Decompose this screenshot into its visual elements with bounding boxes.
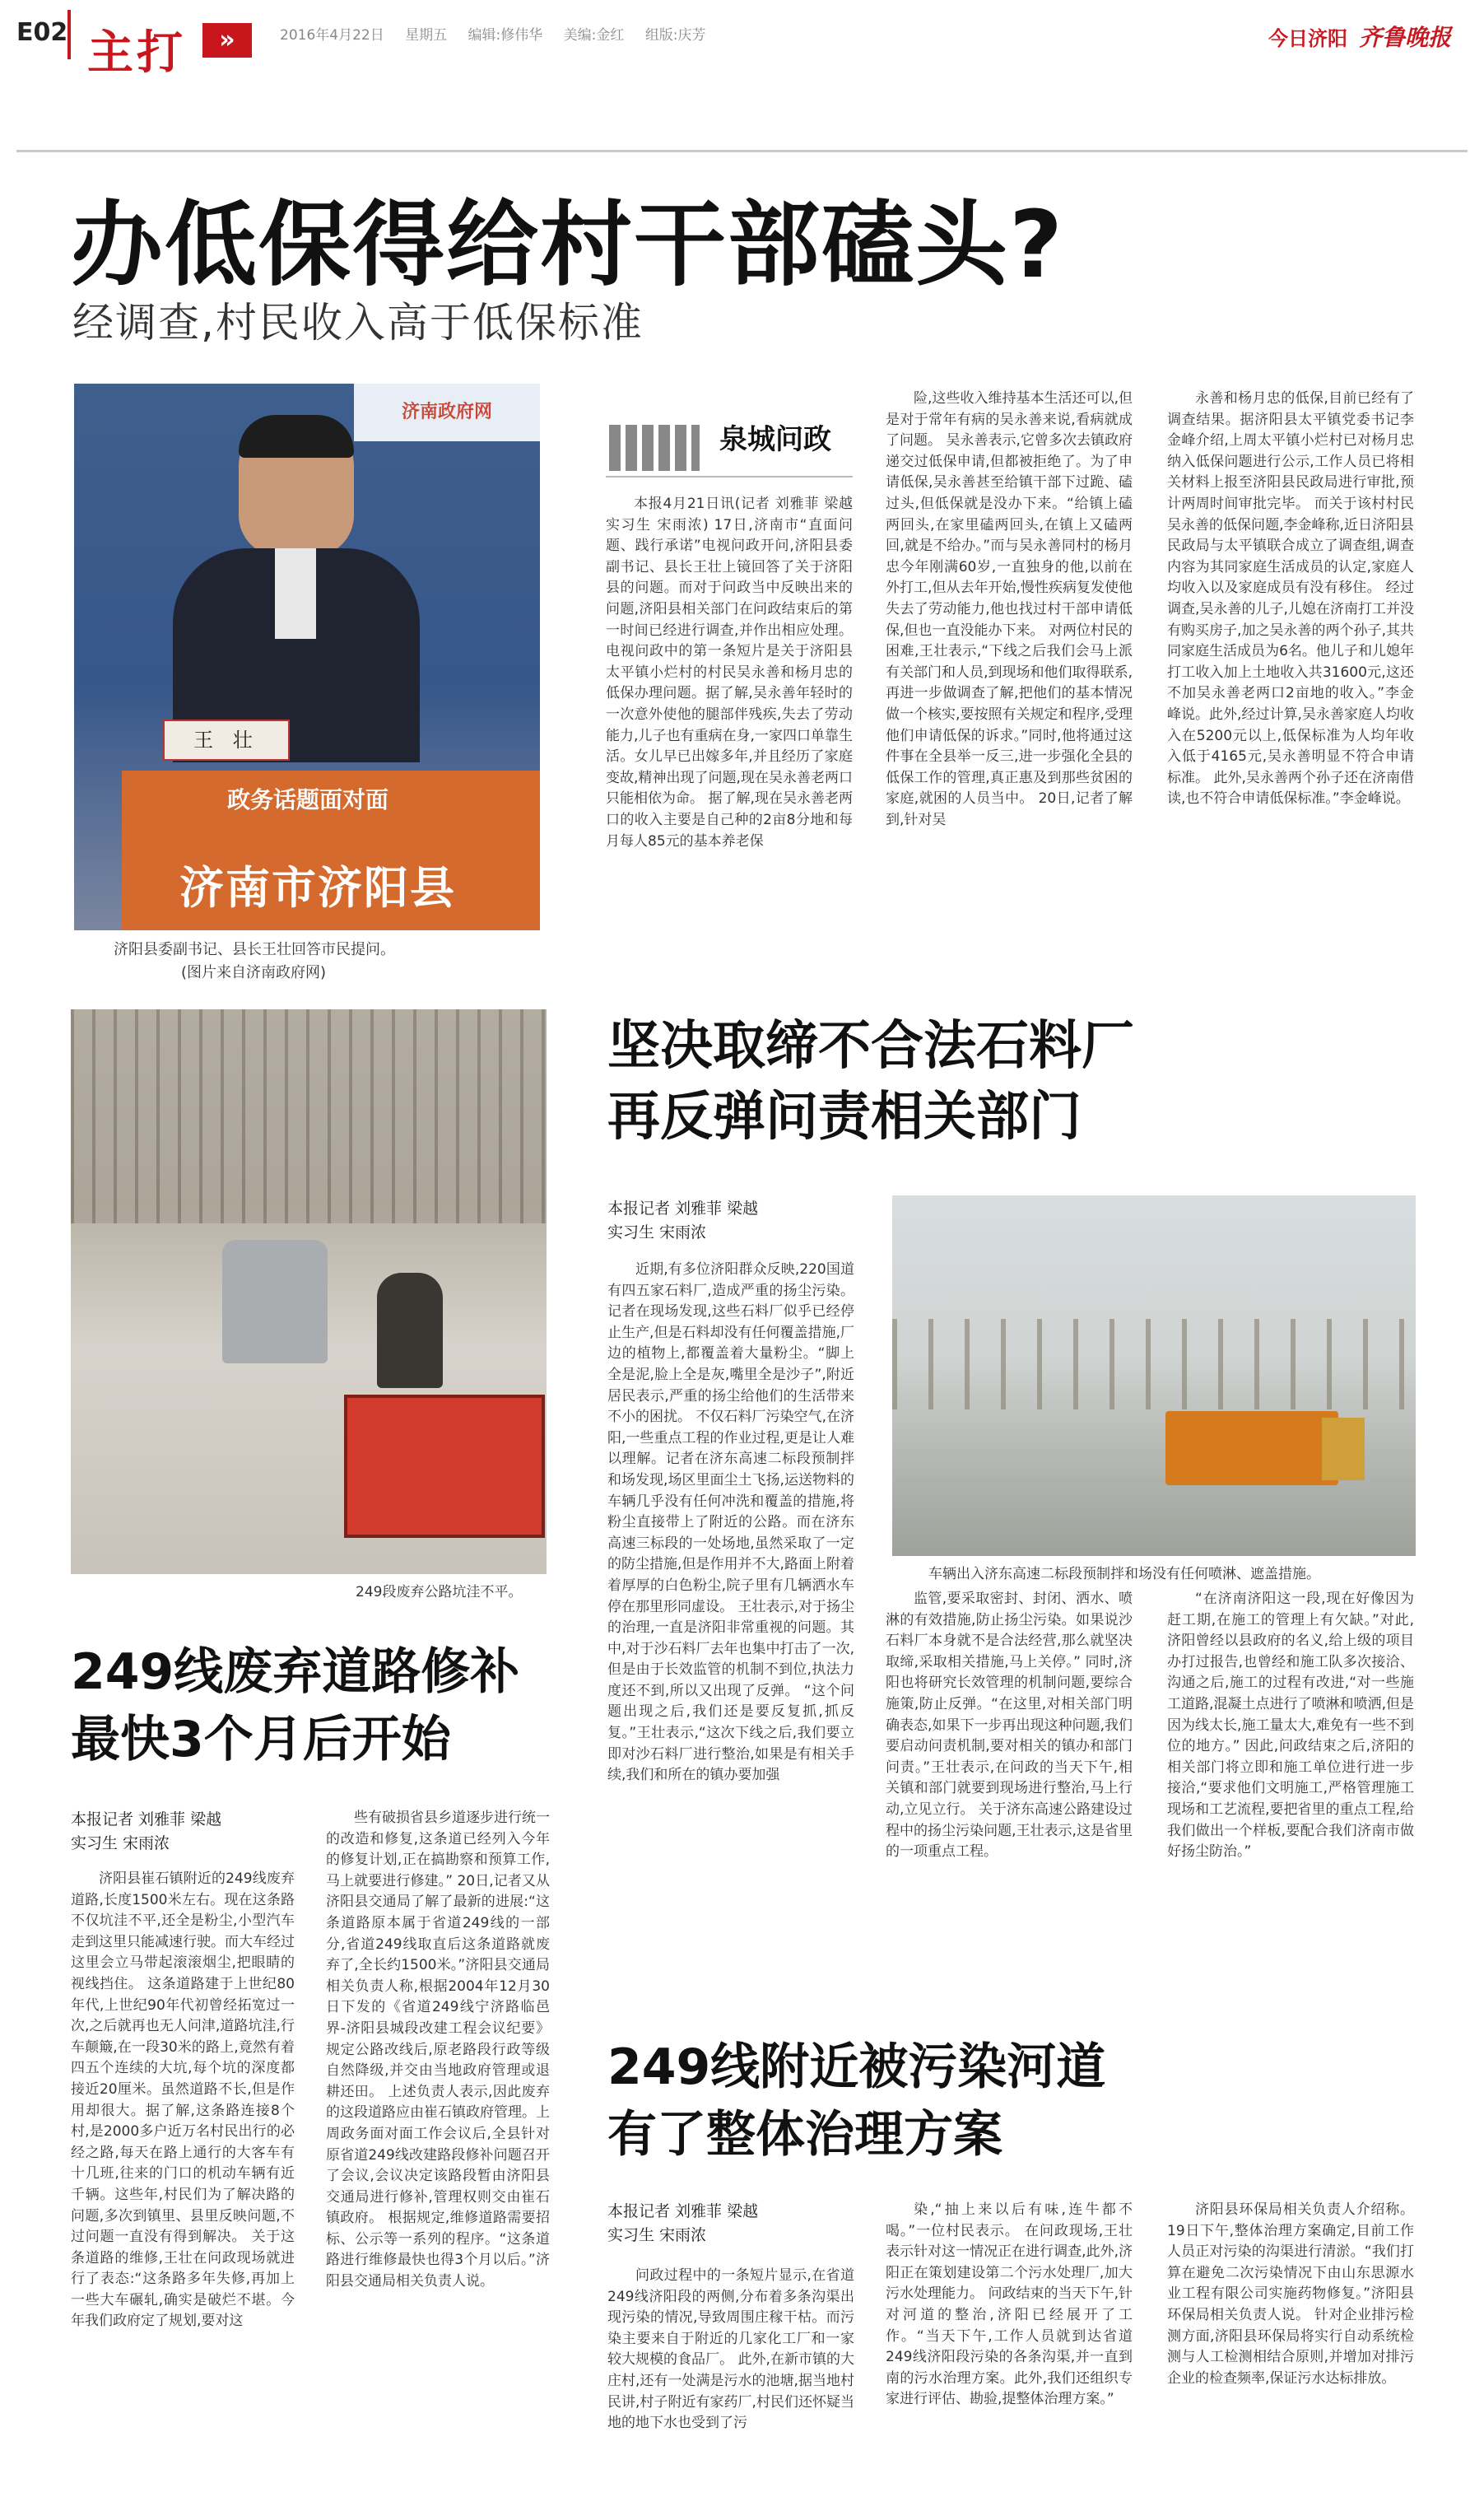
issue-date: 2016年4月22日	[280, 27, 384, 44]
paper-logo: 齐鲁晚报	[1358, 24, 1451, 51]
road-photo-caption: 249段废弃公路坑洼不平。	[356, 1584, 523, 1600]
story4-text-col-2: 染,“抽上来以后有味,连牛都不喝。”一位村民表示。 在问政现场,王壮表示针对这一情况正在进行调查,此外,济阳正在策划建设第二个污水处理厂,加大污水处理能力。 问政结束的当天下午,针对河道的整治,济阳已经展开了工作。“当天下午,工作人员就到达省道249线济阳段污染的各条沟渠,并一直到南的污水治理方案。此外,我们还组织专家进行评估、勘验,提整体治理方案。”	[886, 2201, 1133, 2408]
story3-byline	[71, 1808, 221, 1856]
story2-text-col-2: 监管,要采取密封、封闭、洒水、喷淋的有效措施,防止扬尘污染。如果说沙石料厂本身就不是合法经营,那么就坚决取缔,采取相关措施,马上关停。” 同时,济阳也将研究长效管理的机制问题,要综合施策,防止反弹。“在这里,对相关部门明确表态,如果下一步再出现这种问题,我们要启动问责机制,要对相关的镇办和部门问责。”王壮表示,在问政的当天下午,相关镇和部门就要到现场进行整治,马上行动,立见立行。 关于济东高速公路建设过程中的扬尘污染问题,王壮表示,这是省里的一项重点工程。	[886, 1591, 1133, 1861]
road-photo	[71, 1009, 547, 1574]
banner-text: 政务话题面对面	[227, 786, 389, 813]
story4-byline	[607, 2200, 758, 2248]
dump-truck	[1165, 1411, 1338, 1485]
header-divider	[67, 10, 71, 59]
header-brand	[1268, 20, 1451, 53]
caption-line-2: (图片来自济南政府网)	[181, 964, 327, 981]
county-text: 济南市济阳县	[179, 862, 456, 914]
nameplate-text: 王 壮	[193, 729, 259, 752]
backdrop-text: 济南政府网	[401, 402, 492, 422]
proofreader-credit: 组版:庆芳	[644, 27, 706, 44]
issue-weekday: 星期五	[405, 27, 448, 44]
caption-line-1: 济阳县委副书记、县长王壮回答市民提问。	[114, 941, 395, 958]
story2-title-line-1: 坚决取缔不合法石料厂	[607, 1016, 1134, 1077]
story2-text-col-1: 近期,有多位济阳群众反映,220国道有四五家石料厂,造成严重的扬尘污染。记者在现场发现,这些石料厂似乎已经停止生产,但是石料却没有任何覆盖措施,厂边的植物上,都覆盖着大量粉尘。“脚上全是泥,脸上全是灰,嘴里全是沙子”,附近居民表示,严重的扬尘给他们的生活带来不小的困扰。 不仅石料厂污染空气,在济阳,一些重点工程的作业过程,更是让人难以理解。记者在济东高速二标段预制拌和场发现,场区里面尘土飞扬,运送物料的车辆几乎没有任何冲洗和覆盖的措施,将粉尘直接带上了附近的公路。而在济东高速三标段的一处场地,虽然采取了一定的防尘措施,但是作用并不大,路面上附着着厚厚的白色粉尘,院子里有几辆洒水车停在那里形同虚设。 王壮表示,对于扬尘的治理,一直是济阳非常重视的问题。其中,对于沙石料厂去年也集中打击了一次,但是由于长效监管的机制不到位,执法力度还不到,所以又出现了反弹。 “这个问题出现之后,我们还是要反复抓,抓反复。”王壮表示,“这次下线之后,我们要立即对沙石料厂进行整治,如果是有相关手续,我们和所在的镇办要加强	[607, 1261, 854, 1784]
header-meta	[280, 23, 723, 44]
column-name: 今日济阳	[1268, 27, 1347, 50]
story4-byline-2: 实习生 宋雨浓	[607, 2226, 707, 2244]
van	[222, 1240, 328, 1363]
lead-photo	[74, 384, 540, 930]
tree-line	[892, 1319, 1416, 1409]
trees	[71, 1009, 547, 1223]
story4-headline	[607, 2033, 1105, 2169]
story3-byline-1: 本报记者 刘雅菲 梁越	[71, 1810, 222, 1829]
lead-text-col-1: 本报4月21日讯(记者 刘雅菲 梁越 实习生 宋雨浓) 17日,济南市“直面问题、践行承诺”电视问政开问,济阳县委副书记、县长王壮上镜回答了关于济阳县的问题。而对于问政当中反映出来的问题,济阳县相关部门在问政结束后的第一时间已经进行调查,并作出相应处理。 电视问政中的第一条短片是关于济阳县太平镇小烂村的村民吴永善和杨月忠的低保办理问题。据了解,吴永善年轻时的一次意外使他的腿部伴残疾,失去了劳动能力,儿子也有重病在身,一家四口单靠生活。女儿早已出嫁多年,并且经历了家庭变故,精神出现了问题,现在吴永善老两口只能相依为命。 据了解,现在吴永善老两口的收入主要是自己种的2亩8分地和每月每人85元的基本养老保	[606, 496, 853, 850]
truck-photo	[892, 1195, 1416, 1556]
column-label-text: 泉城问政	[719, 423, 831, 456]
story2-headline	[607, 1011, 1134, 1153]
story2-byline	[607, 1197, 758, 1245]
truck-photo-caption: 车辆出入济东高速二标段预制拌和场没有任何喷淋、遮盖措施。	[928, 1566, 1320, 1582]
official-hair	[239, 415, 354, 458]
editor-credit: 编辑:修伟华	[468, 27, 543, 44]
story3-headline	[71, 1638, 519, 1773]
lead-headline: 办低保得给村干部磕头?	[71, 192, 1064, 299]
story2-title-line-2: 再反弹问责相关部门	[607, 1087, 1082, 1148]
story2-text-col-3: “在济南济阳这一段,现在好像因为赶工期,在施工的管理上有欠缺。”对此,济阳曾经以县政府的名义,给上级的项目办打过报告,也曾经和施工队多次接洽、沟通之后,施工的过程有改进,“对一些施工道路,混凝土点进行了喷淋和喷洒,但是因为线太长,施工量太大,难免有一些不到位的地方。” 因此,问政结束之后,济阳的相关部门将立即和施工单位进行进一步接洽,“要求他们文明施工,严格管理施工现场和工艺流程,要把省里的重点工程,给我们做出一个样板,要配合我们济南市做好扬尘防治。”	[1167, 1591, 1414, 1861]
header-rule	[16, 150, 1468, 152]
story3-title-line-1: 249线废弃道路修补	[71, 1643, 520, 1701]
lead-subheadline: 经调查,村民收入高于低保标准	[72, 299, 644, 347]
nameplate	[163, 720, 290, 761]
story4-text-col-3: 济阳县环保局相关负责人介绍称。 19日下午,整体治理方案确定,目前工作人员正对污染的沟渠进行清淤。“我们打算在避免二次污染情况下由山东思源水业工程有限公司实施药物修复。”济阳县环保局相关负责人说。 针对企业排污检测方面,济阳县环保局将实行自动系统检测与人工检测相结合原则,并增加对排污企业的检查频率,保证污水达标排放。	[1167, 2201, 1414, 2387]
story3-text-col-2: 些有破损省县乡道逐步进行统一的改造和修复,这条道已经列入今年的修复计划,正在搞勘察和预算工作,马上就要进行修建。” 20日,记者又从济阳县交通局了解了最新的进展:“这条道路原本属于省道249线的一部分,省道249线取直后这条道路就废弃了,全长约1500米。”济阳县交通局相关负责人称,根据2004年12月30日下发的《省道249线宁济路临邑界-济阳县城段改建工程会议纪要》规定公路改线后,原老路段行政等级自然降级,并交由当地政府管理或退耕还田。 上述负责人表示,因此废弃的这段道路应由崔石镇政府管理。上周政务面对面工作会议后,全县针对原省道249线改建路段修补问题召开了会议,会议决定该路段暂由济阳县交通局进行修补,管理权则交由崔石镇政府。 根据规定,维修道路需要招标、公示等一系列的程序。“这条道路进行维修最快也得3个月以后。”济阳县交通局相关负责人说。	[326, 1810, 550, 2290]
page-number: E02	[16, 18, 68, 47]
truck-cab	[1322, 1418, 1365, 1480]
lead-text-col-2: 险,这些收入维持基本生活还可以,但是对于常年有病的吴永善来说,看病就成了问题。 吴永善表示,它曾多次去镇政府递交过低保申请,但都被拒绝了。为了申请低保,吴永善甚至给镇干部下过跪、磕过头,但低保就是没办下来。“给镇上磕两回头,在家里磕两回头,在镇上又磕两回,就是不给办。”而与吴永善同村的杨月忠今年刚满60岁,一直独身的他,以前在外打工,但从去年开始,慢性疾病复发使他失去了劳动能力,他也找过村干部申请低保,但也一直没能办下来。 对两位村民的困难,王壮表示,“下线之后我们会马上派有关部门和人员,到现场和他们取得联系,再进一步做调查了解,把他们的基本情况做一个核实,要按照有关规定和程序,受理他们申请低保的诉求。”同时,他将通过这件事在全县举一反三,进一步强化全县的低保工作的管理,真正惠及到那些贫困的家庭,就困的人员当中。 20日,记者了解到,针对吴	[886, 390, 1133, 828]
section-title: 主打	[87, 26, 186, 80]
story4-title-line-2: 有了整体治理方案	[607, 2106, 1003, 2164]
skyline-icon	[609, 425, 700, 471]
tricycle-driver	[377, 1273, 443, 1388]
tricycle-cart	[344, 1395, 545, 1538]
column-label-box	[606, 408, 853, 478]
story4-byline-1: 本报记者 刘雅菲 梁越	[607, 2202, 759, 2220]
official-shirt	[275, 548, 316, 639]
story4-text-col-1: 问政过程中的一条短片显示,在省道249线济阳段的两侧,分布着多条沟渠出现污染的情况,导致周围庄稼干枯。而污染主要来自于附近的几家化工厂和一家较大规模的食品厂。 此外,在新市镇的大庄村,还有一处满是污水的池塘,据当地村民讲,村子附近有家药厂,村民们还怀疑当地的地下水也受到了污	[607, 2267, 854, 2432]
story3-byline-2: 实习生 宋雨浓	[71, 1834, 170, 1852]
story4-title-line-1: 249线附近被污染河道	[607, 2038, 1106, 2096]
story2-byline-1: 本报记者 刘雅菲 梁越	[607, 1200, 759, 1218]
lead-photo-caption	[114, 939, 558, 985]
lead-text-col-3: 永善和杨月忠的低保,目前已经有了调查结果。据济阳县太平镇党委书记李金峰介绍,上周太平镇小烂村已对杨月忠纳入低保问题进行公示,工作人员已将相关材料上报至济阳县民政局进行审批,预计两周时间审批完毕。 而关于该村村民吴永善的低保问题,李金峰称,近日济阳县民政局与太平镇联合成立了调查组,调查内容为其同家庭生活成员的认定,家庭人均收入以及家庭成员有没有移住。 经过调查,吴永善的儿子,儿媳在济南打工并没有购买房子,加之吴永善的两个孙子,其共同家庭生活成员为6名。他儿子和儿媳年打工收入加上土地收入共31600元,这还不加吴永善老两口2亩地的收入。”李金峰说。此外,经过计算,吴永善家庭人均收入在5200元以上,低保标准为人均年收入低于4165元,吴永善明显不符合申请标准。 此外,吴永善两个孙子还在济南借读,也不符合申请低保标准。”李金峰说。	[1167, 390, 1414, 808]
story3-title-line-2: 最快3个月后开始	[71, 1711, 451, 1768]
section-arrow-icon: »	[202, 23, 252, 58]
designer-credit: 美编:金红	[563, 27, 625, 44]
story3-text-col-1: 济阳县崔石镇附近的249线废弃道路,长度1500米左右。现在这条路不仅坑洼不平,还全是粉尘,小型汽车走到这里只能减速行驶。而大车经过这里会立马带起滚滚烟尘,把眼睛的视线挡住。 这条道路建于上世纪80年代,上世纪90年代初曾经拓宽过一次,之后就再也无人问津,道路坑洼,行车颠簸,在一段30米的路上,竟然有着四五个连续的大坑,每个坑的深度都接近20厘米。虽然道路不长,但是作用却很大。据了解,这条路连接8个村,是2000多户近万名村民出行的必经之路,每天在路上通行的大客车有十几班,往来的门口的机动车辆有近千辆。这些年,村民们为了解决路的问题,多次到镇里、县里反映问题,不过问题一直没有得到解决。 关于这条道路的维修,王壮在问政现场就进行了表态:“这条路多年失修,再加上一些大车碾轧,确实是破烂不堪。今年我们政府定了规划,要对这	[71, 1870, 295, 2330]
story2-byline-2: 实习生 宋雨浓	[607, 1223, 707, 1242]
event-banner	[122, 771, 540, 930]
photo-backdrop-sign	[354, 384, 540, 441]
